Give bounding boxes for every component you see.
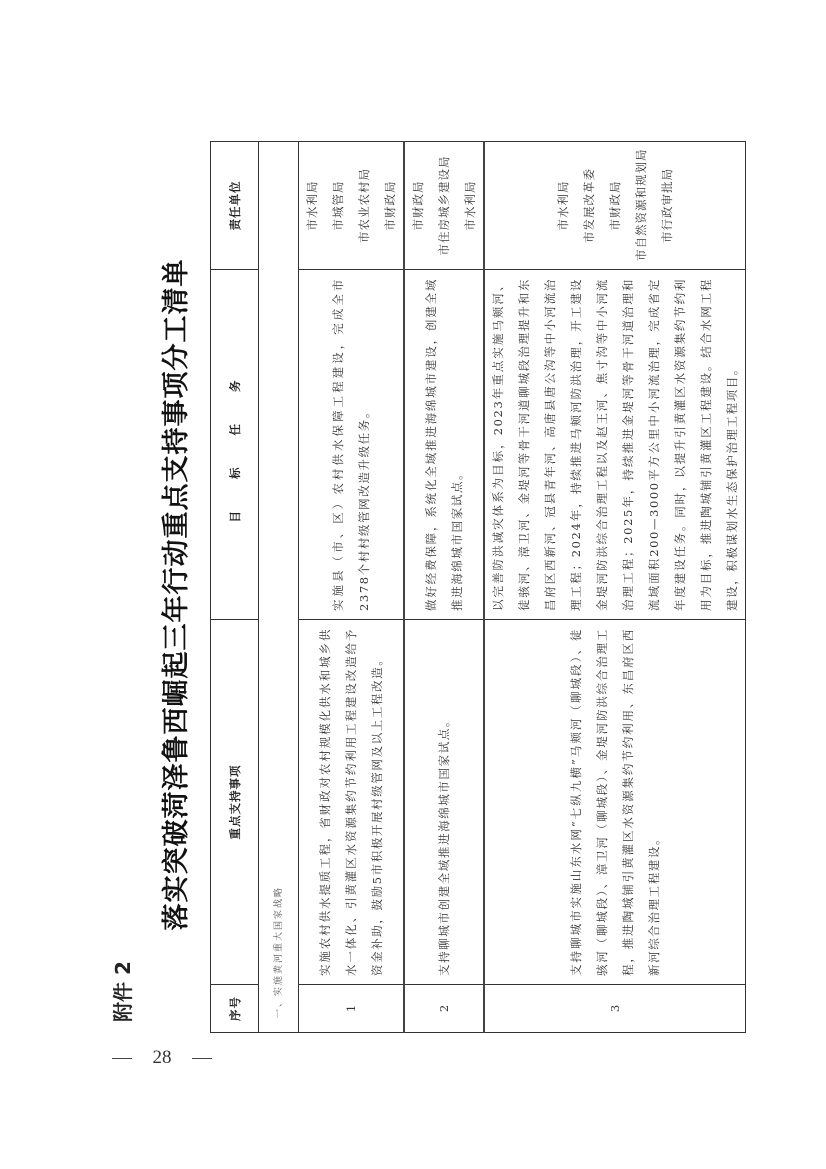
table-row	[484, 142, 746, 1033]
support-item: 支持聊城市实施山东水网“七纵九横”马颊河（聊城段）、徒骇河（聊城段）、漳卫河（聊城段）、金堤河防洪综合治理工程，推进陶城铺引黄灌区水资源集约节约利用、东昌府区西新河综合治理工程建设。	[484, 620, 746, 985]
unit: 市自然资源和规划局	[634, 148, 648, 261]
unit: 市发展改革委	[582, 168, 596, 243]
responsible-units	[404, 142, 484, 270]
unit: 市住房城乡建设局	[437, 155, 451, 256]
unit: 市财政局	[608, 180, 622, 231]
unit: 市城管局	[331, 180, 345, 231]
unit: 市农业农村局	[357, 168, 371, 243]
unit: 市行政审批局	[660, 168, 674, 243]
unit: 市水利局	[305, 180, 319, 231]
target-task: 实施县（市、区）农村供水保障工程建设，完成全市2378个村村级管网改造升级任务。	[299, 270, 405, 620]
unit: 市水利局	[556, 180, 570, 231]
section-heading: 一、实施黄河重大国家战略	[259, 142, 299, 1033]
responsible-units	[299, 142, 405, 270]
row-number: 3	[484, 985, 746, 1033]
header-item: 重点支持事项	[211, 620, 259, 985]
row-number: 2	[404, 985, 484, 1033]
page-number-text: 28	[152, 1047, 172, 1068]
section-row	[259, 142, 299, 1033]
row-number: 1	[299, 985, 405, 1033]
header-task: 目 标 任 务	[211, 270, 259, 620]
attachment-label: 附件 2	[111, 961, 135, 1022]
page-number	[112, 1046, 212, 1070]
support-item: 支持聊城市创建全域推进海绵城市国家试点。	[404, 620, 484, 985]
header-unit: 责任单位	[211, 142, 259, 270]
dash-left	[112, 1058, 132, 1059]
target-task: 以完善防洪减灾体系为目标，2023年重点实施马颊河、徒骇河、漳卫河、金堤河等骨干河道聊城段治理提升和东昌府区西新河、冠县青年河、高唐县唐公沟等中小河流治理工程；2024年，持续推进马颊河防洪治理，开工建设金堤河防洪综合治理工程以及赵王河、焦寸沟等中小河流治理工程；2025年，持续推进金堤河等骨干河道治理和流域面积200—3000平方公里中小河流治理，完成省定年度建设任务。同时，以提升引黄灌区水资源集约节约利用为目标，推进陶城铺引黄灌区工程建设。结合水网工程建设，积极谋划水生态保护治理工程项目。	[484, 270, 746, 620]
target-task: 做好经费保障，系统化全域推进海绵城市建设，创建全域推进海绵城市国家试点。	[404, 270, 484, 620]
unit: 市水利局	[463, 180, 477, 231]
task-table	[210, 142, 739, 1033]
table-row	[299, 142, 405, 1033]
unit: 市财政局	[411, 180, 425, 231]
unit: 市财政局	[383, 180, 397, 231]
support-item: 实施农村供水提质工程，省财政对农村规模化供水和城乡供水一体化、引黄灌区水资源集约节约利用工程建设改造给予资金补助，鼓励5市积极开展村级管网及以上工程改造。	[299, 620, 405, 985]
dash-right	[192, 1058, 212, 1059]
header-no: 序号	[211, 985, 259, 1033]
responsible-units	[484, 142, 746, 270]
document-title: 落实突破菏泽鲁西崛起三年行动重点支持事项分工清单	[161, 258, 192, 931]
table-row	[404, 142, 484, 1033]
table-header-row	[211, 142, 259, 1033]
